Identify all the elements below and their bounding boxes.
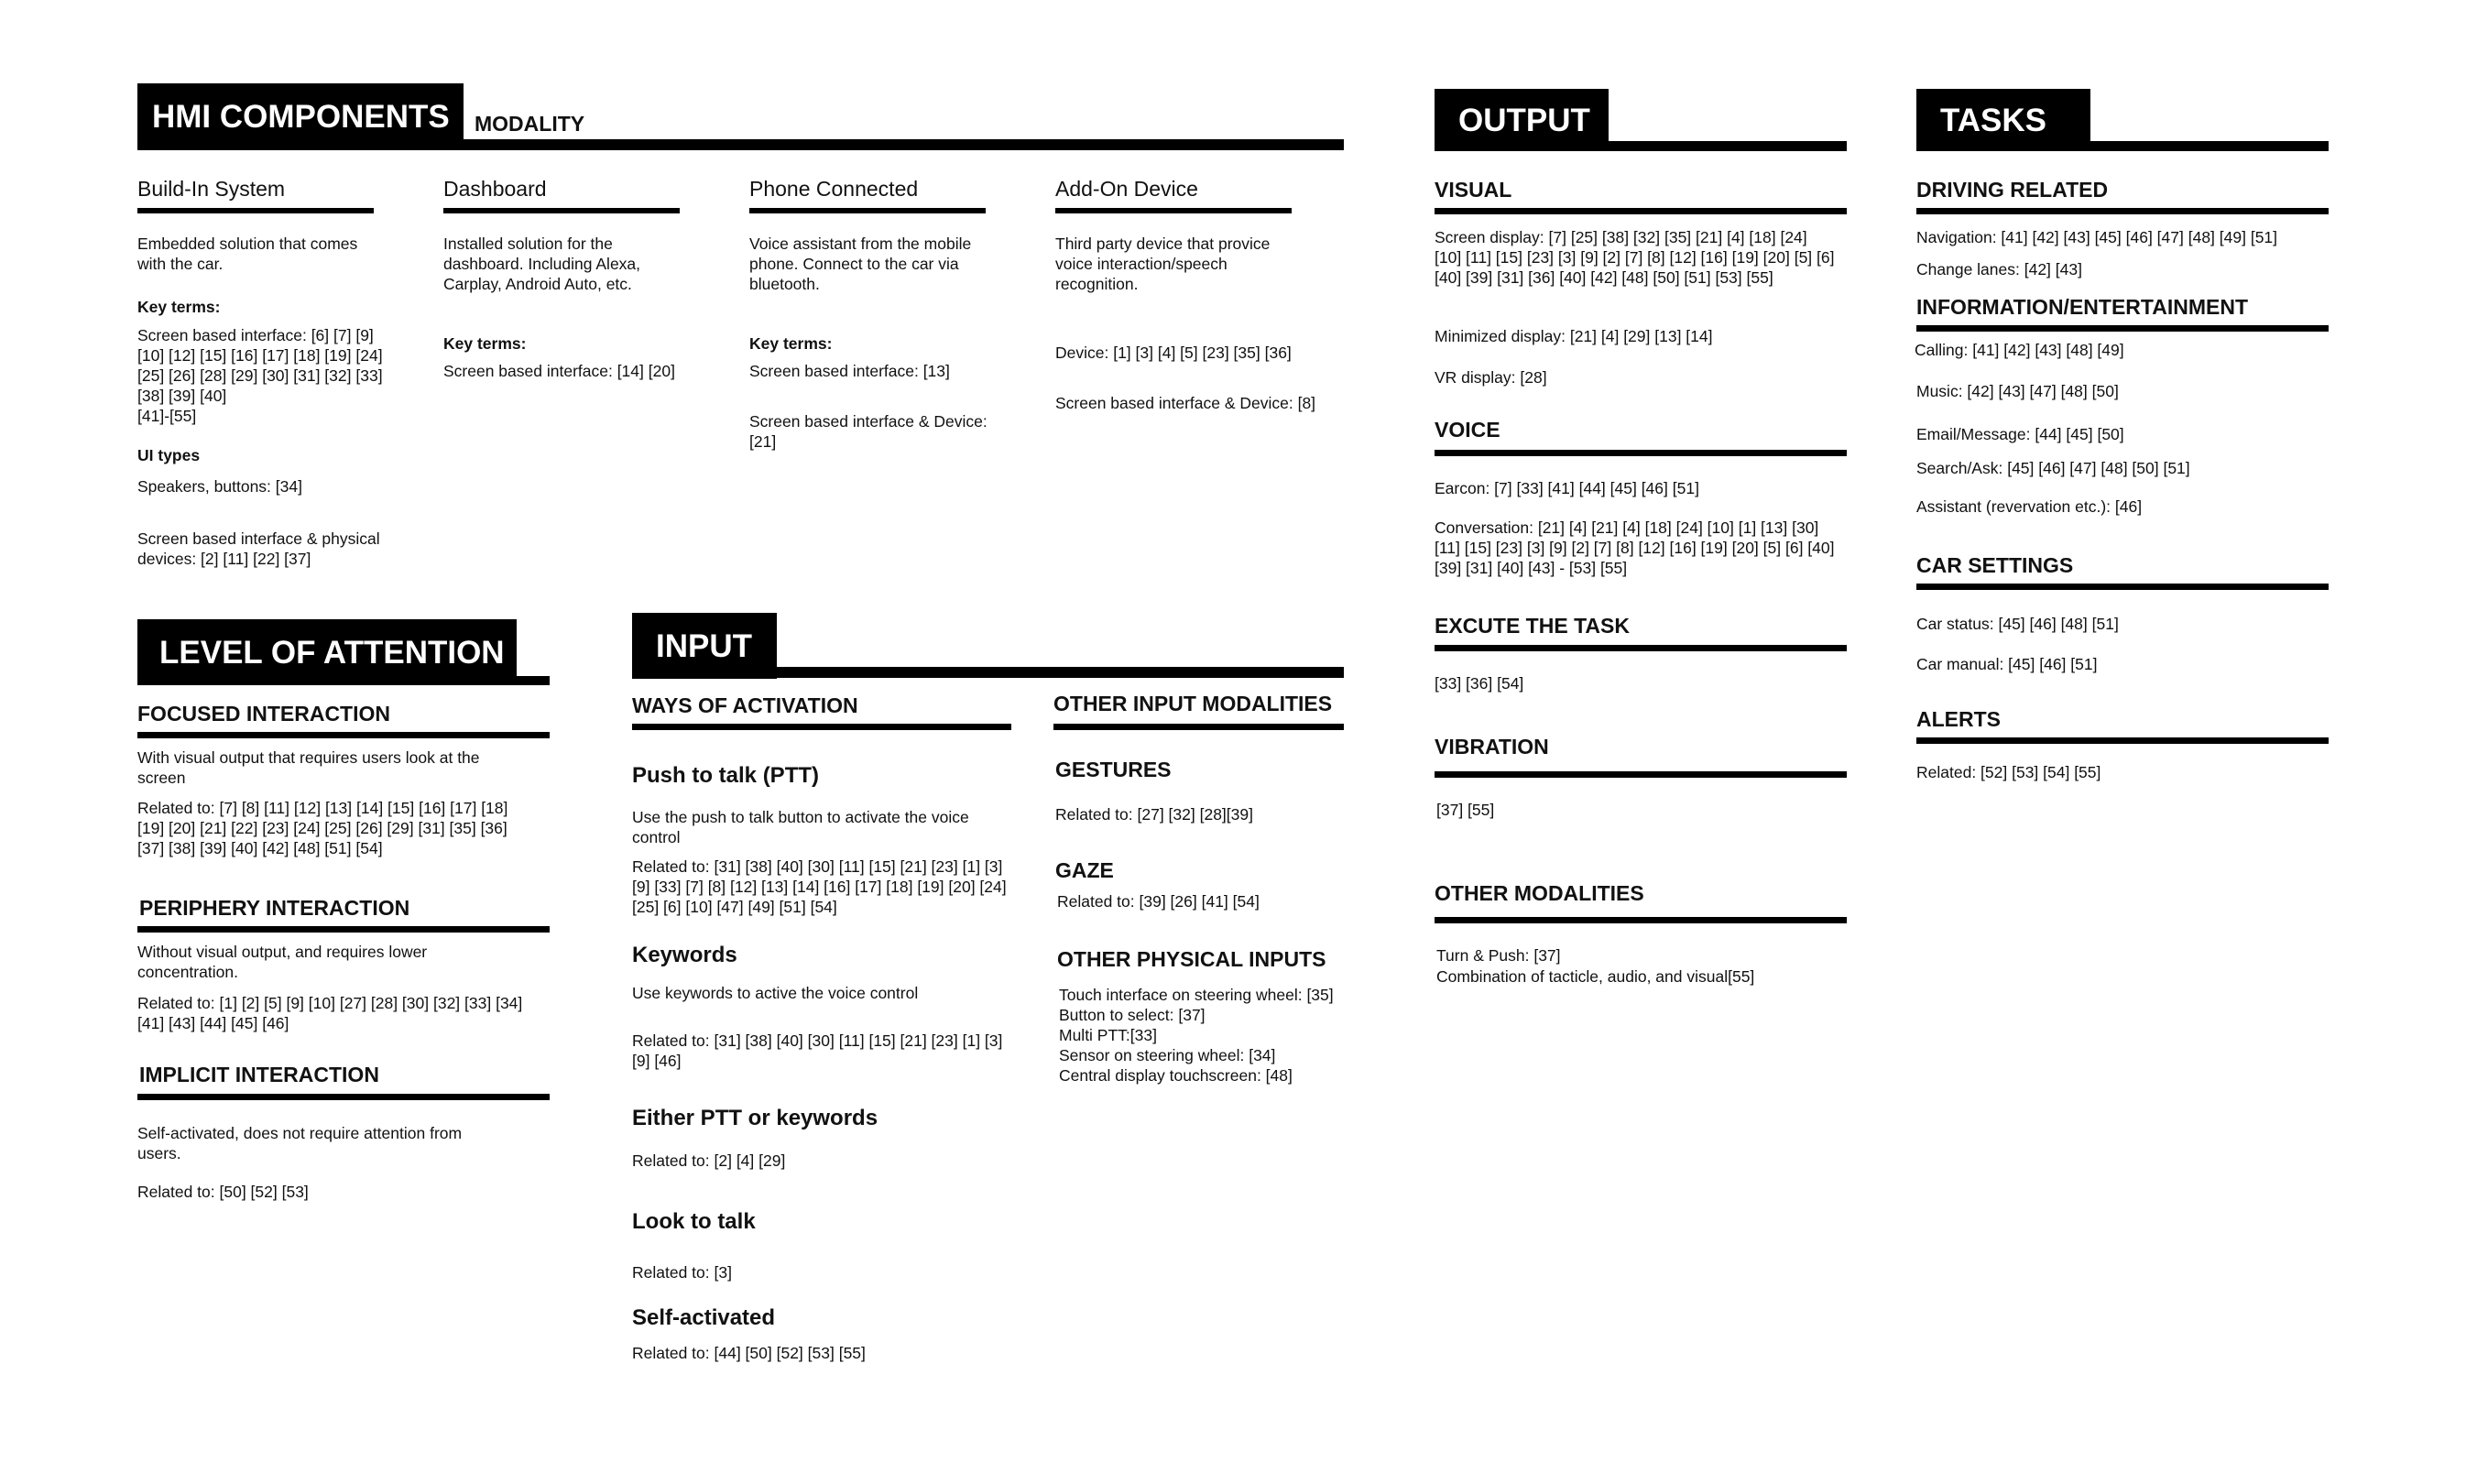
periphery-interaction-related: Related to: [1] [2] [5] [9] [10] [27] [28] [30] [32] [33] [34] [41] [43] [44] [45] [46]	[137, 994, 523, 1032]
build-in-key-terms-label: Key terms:	[137, 298, 221, 316]
ui-types-speakers: Speakers, buttons: [34]	[137, 477, 302, 496]
focused-interaction-heading: FOCUSED INTERACTION	[137, 702, 390, 726]
gaze-related: Related to: [39] [26] [41] [54]	[1057, 892, 1260, 911]
phone-key-terms: Screen based interface: [13]	[749, 362, 950, 380]
add-on-device-desc: Third party device that provice voice interaction/speech recognition.	[1055, 235, 1271, 293]
dashboard-key-terms-label: Key terms:	[443, 334, 527, 353]
hmi-components-title: HMI COMPONENTS	[137, 83, 464, 149]
level-of-attention-rule	[137, 676, 550, 685]
keywords-heading: Keywords	[632, 943, 737, 967]
vibration-related: [37] [55]	[1436, 801, 1495, 819]
physical-input-item: Central display touchscreen: [48]	[1059, 1066, 1293, 1085]
other-input-modalities-rule	[1053, 724, 1344, 730]
periphery-interaction-heading: PERIPHERY INTERACTION	[139, 896, 410, 920]
visual-heading: VISUAL	[1435, 178, 1512, 202]
gestures-heading: GESTURES	[1055, 758, 1172, 781]
info-email: Email/Message: [44] [45] [50]	[1916, 425, 2124, 443]
execute-task-heading: EXCUTE THE TASK	[1435, 614, 1630, 638]
phone-connected-rule	[749, 208, 986, 213]
vibration-rule	[1435, 771, 1847, 778]
focused-interaction-related: Related to: [7] [8] [11] [12] [13] [14] [15] [16] [17] [18] [19] [20] [21] [22] [23] [24] [25] [26] [29] [31] [35] [36] [37] [38] [39] [40] [42] [48] [51] [54]	[137, 799, 508, 857]
info-assistant: Assistant (revervation etc.): [46]	[1916, 497, 2143, 516]
add-on-device-item-2: Screen based interface & Device: [8]	[1055, 394, 1316, 412]
modality-label: MODALITY	[475, 112, 585, 136]
other-physical-inputs-heading: OTHER PHYSICAL INPUTS	[1057, 947, 1326, 971]
visual-vr-display: VR display: [28]	[1435, 368, 1547, 387]
input-rule	[632, 667, 1344, 678]
ptt-desc: Use the push to talk button to activate the voice control	[632, 808, 969, 846]
implicit-interaction-heading: IMPLICIT INTERACTION	[139, 1063, 379, 1086]
either-related: Related to: [2] [4] [29]	[632, 1151, 786, 1170]
other-modalities-line-2: Combination of tacticle, audio, and visual[55]	[1436, 967, 1755, 986]
tasks-rule	[1916, 141, 2329, 151]
build-in-key-terms-extra: [41]-[55]	[137, 407, 197, 425]
physical-input-item: Button to select: [37]	[1059, 1006, 1206, 1024]
keywords-desc: Use keywords to active the voice control	[632, 984, 919, 1002]
car-settings-rule	[1916, 584, 2329, 590]
visual-screen-display: Screen display: [7] [25] [38] [32] [35] [21] [4] [18] [24] [10] [11] [15] [23] [3] [9] [2] [7] [8] [12] [16] [19] [20] [5] [6] [40] [39] [31] [36] [40] [42] [48] [50] [51] [53] [55]	[1435, 228, 1835, 287]
output-rule	[1435, 141, 1847, 151]
add-on-device-item-1: Device: [1] [3] [4] [5] [23] [35] [36]	[1055, 344, 1292, 362]
look-to-talk-related: Related to: [3]	[632, 1263, 732, 1282]
alerts-related: Related: [52] [53] [54] [55]	[1916, 763, 2101, 781]
tasks-title: TASKS	[1916, 89, 2090, 151]
implicit-interaction-rule	[137, 1094, 550, 1100]
look-to-talk-heading: Look to talk	[632, 1209, 756, 1234]
vibration-heading: VIBRATION	[1435, 735, 1549, 758]
info-entertainment-heading: INFORMATION/ENTERTAINMENT	[1916, 295, 2249, 319]
add-on-device-rule	[1055, 208, 1292, 213]
driving-navigation: Navigation: [41] [42] [43] [45] [46] [47] [48] [49] [51]	[1916, 228, 2278, 246]
driving-related-rule	[1916, 208, 2329, 214]
alerts-rule	[1916, 737, 2329, 744]
car-status: Car status: [45] [46] [48] [51]	[1916, 615, 2119, 633]
add-on-device-heading: Add-On Device	[1055, 177, 1198, 201]
either-heading: Either PTT or keywords	[632, 1106, 878, 1130]
dashboard-heading: Dashboard	[443, 177, 547, 201]
focused-interaction-desc: With visual output that requires users look at the screen	[137, 748, 480, 787]
physical-input-item: Sensor on steering wheel: [34]	[1059, 1046, 1276, 1064]
ptt-heading: Push to talk (PTT)	[632, 763, 819, 788]
ways-of-activation-heading: WAYS OF ACTIVATION	[632, 693, 858, 717]
build-in-key-terms: Screen based interface: [6] [7] [9] [10] [12] [15] [16] [17] [18] [19] [24] [25] [26] [28] [29] [30] [31] [32] [33] [38] [39] [40]	[137, 326, 383, 405]
build-in-system-rule	[137, 208, 374, 213]
phone-connected-desc: Voice assistant from the mobile phone. Connect to the car via bluetooth.	[749, 235, 972, 293]
voice-conversation: Conversation: [21] [4] [21] [4] [18] [24] [10] [1] [13] [30] [11] [15] [23] [3] [9] [2] [7] [8] [12] [16] [19] [20] [5] [6] [40] [39] [31] [40] [43] - [53] [55]	[1435, 518, 1835, 577]
output-title: OUTPUT	[1435, 89, 1609, 151]
self-activated-related: Related to: [44] [50] [52] [53] [55]	[632, 1344, 866, 1362]
other-modalities-rule	[1435, 917, 1847, 923]
gaze-heading: GAZE	[1055, 858, 1114, 882]
hmi-components-rule	[137, 139, 1344, 150]
phone-connected-heading: Phone Connected	[749, 177, 919, 201]
phone-key-terms-label: Key terms:	[749, 334, 833, 353]
keywords-related: Related to: [31] [38] [40] [30] [11] [15] [21] [23] [1] [3] [9] [46]	[632, 1031, 1003, 1070]
build-in-system-desc: Embedded solution that comes with the car.	[137, 235, 358, 273]
focused-interaction-rule	[137, 732, 550, 738]
execute-task-rule	[1435, 645, 1847, 651]
other-input-modalities-heading: OTHER INPUT MODALITIES	[1053, 692, 1333, 715]
driving-related-heading: DRIVING RELATED	[1916, 178, 2109, 202]
ui-types-screen-physical: Screen based interface & physical devices: [2] [11] [22] [37]	[137, 529, 380, 568]
driving-change-lanes: Change lanes: [42] [43]	[1916, 260, 2082, 278]
dashboard-key-terms: Screen based interface: [14] [20]	[443, 362, 675, 380]
build-in-system-heading: Build-In System	[137, 177, 286, 201]
voice-heading: VOICE	[1435, 418, 1500, 442]
other-modalities-line-1: Turn & Push: [37]	[1436, 946, 1561, 965]
info-search: Search/Ask: [45] [46] [47] [48] [50] [51]	[1916, 459, 2190, 477]
car-settings-heading: CAR SETTINGS	[1916, 553, 2074, 577]
execute-task-related: [33] [36] [54]	[1435, 674, 1524, 693]
car-manual: Car manual: [45] [46] [51]	[1916, 655, 2098, 673]
info-music: Music: [42] [43] [47] [48] [50]	[1916, 382, 2119, 400]
input-title: INPUT	[632, 613, 777, 679]
ui-types-label: UI types	[137, 446, 201, 464]
implicit-interaction-related: Related to: [50] [52] [53]	[137, 1183, 309, 1201]
ptt-related: Related to: [31] [38] [40] [30] [11] [15] [21] [23] [1] [3] [9] [33] [7] [8] [12] [13] [14] [16] [17] [18] [19] [20] [24] [25] [6] [10] [47] [49] [51] [54]	[632, 857, 1007, 916]
visual-minimized-display: Minimized display: [21] [4] [29] [13] [14]	[1435, 327, 1713, 345]
implicit-interaction-desc: Self-activated, does not require attention from users.	[137, 1124, 463, 1162]
voice-rule	[1435, 450, 1847, 456]
periphery-interaction-desc: Without visual output, and requires lower concentration.	[137, 943, 428, 981]
physical-input-item: Multi PTT:[33]	[1059, 1026, 1157, 1044]
ways-of-activation-rule	[632, 724, 1011, 730]
self-activated-heading: Self-activated	[632, 1305, 776, 1330]
physical-input-item: Touch interface on steering wheel: [35]	[1059, 986, 1334, 1004]
level-of-attention-title: LEVEL OF ATTENTION	[137, 619, 517, 685]
gestures-related: Related to: [27] [32] [28][39]	[1055, 805, 1253, 824]
dashboard-desc: Installed solution for the dashboard. Including Alexa, Carplay, Android Auto, etc.	[443, 235, 641, 293]
phone-extra: Screen based interface & Device: [21]	[749, 412, 987, 451]
alerts-heading: ALERTS	[1916, 707, 2001, 731]
info-calling: Calling: [41] [42] [43] [48] [49]	[1915, 341, 2124, 359]
info-entertainment-rule	[1916, 325, 2329, 332]
visual-rule	[1435, 208, 1847, 214]
periphery-interaction-rule	[137, 926, 550, 933]
voice-earcon: Earcon: [7] [33] [41] [44] [45] [46] [51]	[1435, 479, 1699, 497]
dashboard-rule	[443, 208, 680, 213]
other-modalities-heading: OTHER MODALITIES	[1435, 881, 1644, 905]
